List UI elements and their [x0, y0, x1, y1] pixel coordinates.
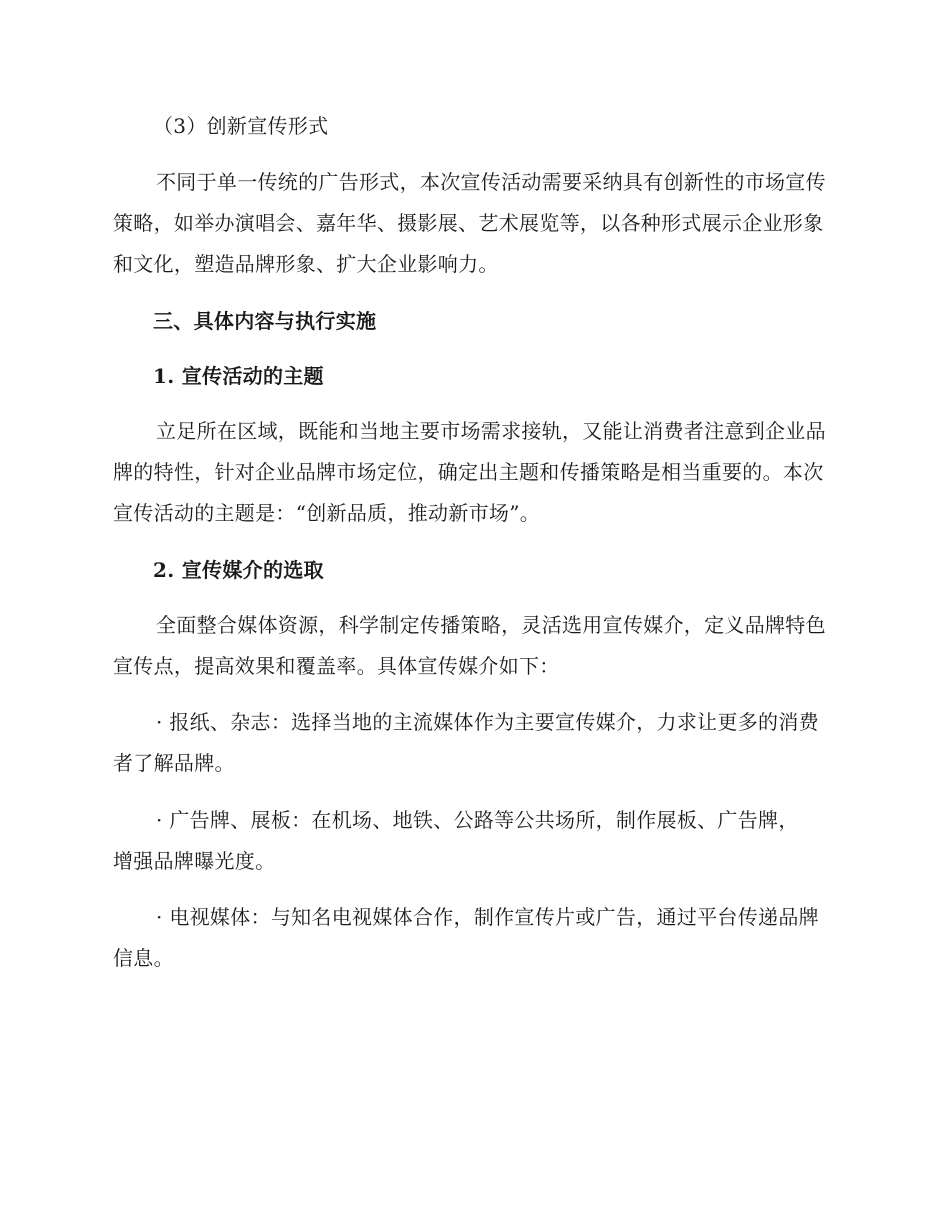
- list-item: · 广告牌、展板：在机场、地铁、公路等公共场所，制作展板、广告牌，增强品牌曝光度。: [113, 808, 799, 873]
- subsection-heading-theme: 1. 宣传活动的主题: [153, 364, 324, 388]
- subsection-heading-media: 2. 宣传媒介的选取: [153, 558, 324, 582]
- list-item: · 报纸、杂志：选择当地的主流媒体作为主要宣传媒介，力求让更多的消费者了解品牌。: [113, 710, 819, 775]
- paragraph-innovative-forms: 不同于单一传统的广告形式，本次宣传活动需要采纳具有创新性的市场宣传策略，如举办演唱会、嘉年华、摄影展、艺术展览等，以各种形式展示企业形象和文化，塑造品牌形象、扩大企业影响力。: [113, 170, 826, 276]
- list-item: · 电视媒体：与知名电视媒体合作，制作宣传片或广告，通过平台传递品牌信息。: [113, 905, 819, 970]
- section-heading-innovative-forms: （3）创新宣传形式: [153, 114, 329, 138]
- paragraph-media: 全面整合媒体资源，科学制定传播策略，灵活选用宣传媒介，定义品牌特色宣传点，提高效果和覆盖率。具体宣传媒介如下：: [113, 613, 826, 678]
- paragraph-theme: 立足所在区域，既能和当地主要市场需求接轨，又能让消费者注意到企业品牌的特性，针对企业品牌市场定位，确定出主题和传播策略是相当重要的。本次宣传活动的主题是：“创新品质，推动新市场”。: [113, 419, 826, 525]
- chapter-heading: 三、具体内容与执行实施: [153, 309, 377, 333]
